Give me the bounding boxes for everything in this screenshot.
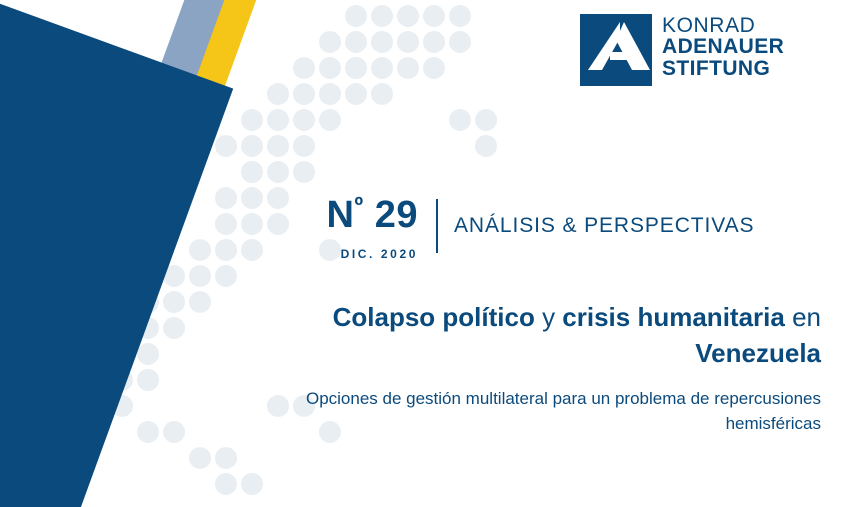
page-title-part-0: Colapso político: [332, 302, 535, 332]
kas-logo-text: [662, 14, 784, 79]
kas-logo: [580, 14, 784, 86]
logo-line-stiftung: STIFTUNG: [662, 56, 771, 80]
issue-number: [283, 192, 418, 236]
issue-date: DIC. 2020: [340, 247, 418, 261]
page-title-part-1: y: [534, 302, 563, 332]
issue-number-ordinal: º: [354, 192, 364, 220]
page-title-part-2: crisis humanitaria: [562, 302, 785, 332]
section-label: [436, 199, 754, 253]
logo-line-adenauer: ADENAUER: [662, 35, 785, 59]
kas-a-mark-icon: [580, 14, 652, 86]
issue-number-prefix: N: [326, 194, 355, 236]
page-subtitle: Opciones de gestión multilateral para un problema de repercusiones hemisféricas: [305, 388, 821, 434]
issue-block: [283, 192, 418, 261]
page-title-part-3: en: [784, 302, 821, 332]
section-label-text: ANÁLISIS & PERSPECTIVAS: [454, 214, 755, 237]
issue-number-value: 29: [374, 194, 418, 236]
title-block: [281, 300, 821, 437]
page-title-part-4: Venezuela: [695, 337, 821, 368]
logo-line-konrad: KONRAD: [662, 14, 756, 37]
page-title: [281, 300, 821, 372]
